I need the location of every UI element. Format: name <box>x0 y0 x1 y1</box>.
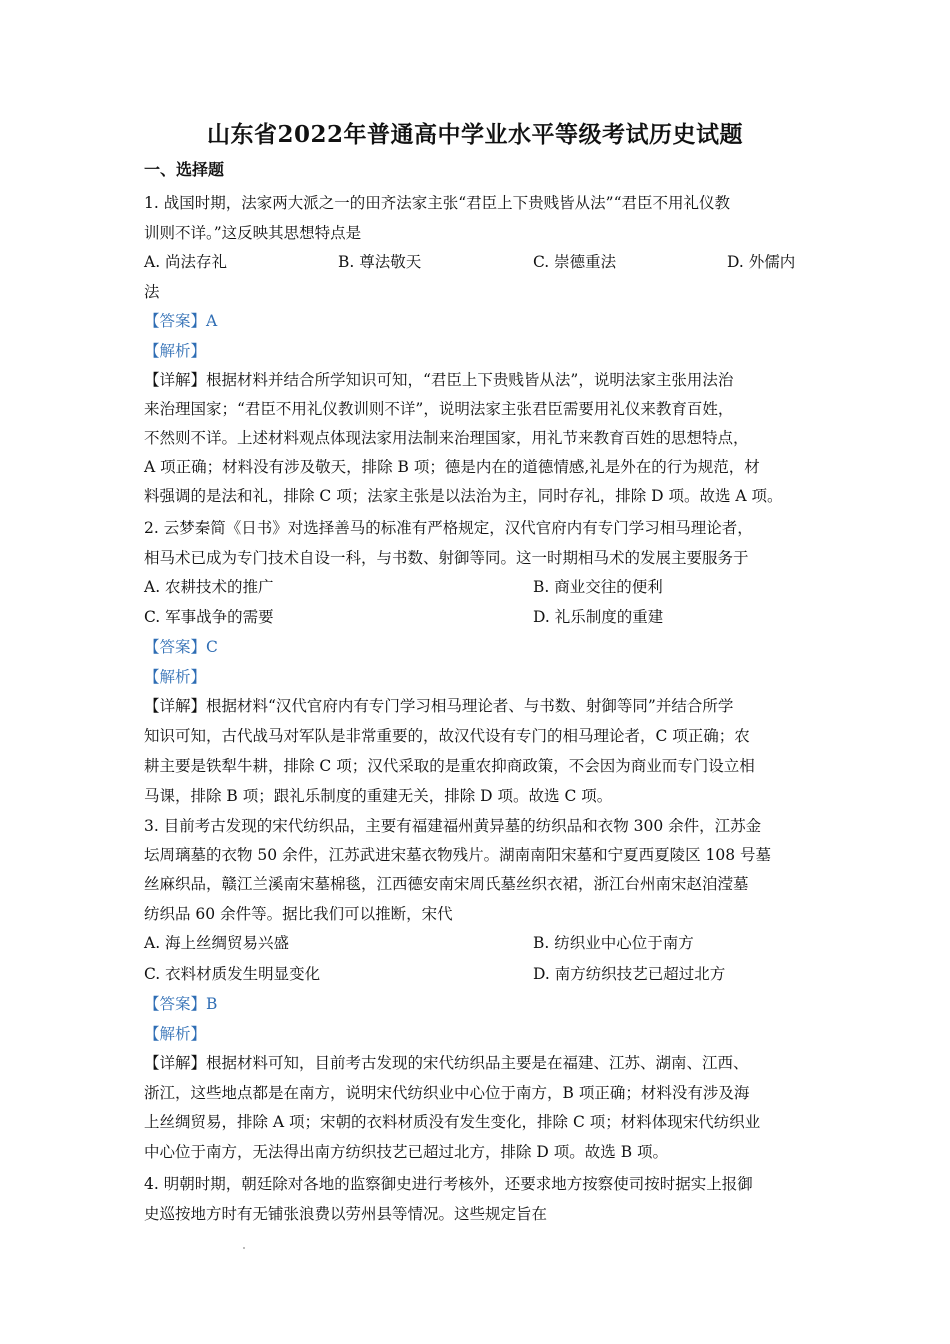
q3-detail-line-4: 中心位于南方，无法得出南方纺织技艺已超过北方，排除 D 项。故选 B 项。 <box>144 1143 669 1161</box>
q2-detail-line-2: 知识可知，古代战马对军队是非常重要的，故汉代设有专门的相马理论者，C 项正确；农 <box>144 727 750 745</box>
q1-detail-line-4: A 项正确；材料没有涉及敬天，排除 B 项；德是内在的道德情感,礼是外在的行为规范，材 <box>144 458 760 476</box>
q2-answer: 【答案】C <box>144 638 218 656</box>
section-heading: 一、选择题 <box>144 160 225 179</box>
question-3-line-4: 纺织品 60 余件等。据比我们可以推断，宋代 <box>144 905 453 923</box>
q3-option-d: D. 南方纺织技艺已超过北方 <box>533 965 726 983</box>
question-4-line-1: 4. 明朝时期，朝廷除对各地的监察御史进行考核外，还要求地方按察使司按时据实上报御 <box>144 1175 753 1193</box>
question-3-line-3: 丝麻织品，赣江兰溪南宋墓棉毯，江西德安南宋周氏墓丝织衣裙，浙江台州南宋赵洎滢墓 <box>144 875 749 893</box>
q1-answer: 【答案】A <box>144 312 218 330</box>
question-3-line-2: 坛周璃墓的衣物 50 余件，江苏武进宋墓衣物残片。湖南南阳宋墓和宁夏西夏陵区 108 号墓 <box>144 846 772 864</box>
q1-detail-line-1: 【详解】根据材料并结合所学知识可知，“君臣上下贵贱皆从法”，说明法家主张用法治 <box>144 371 734 389</box>
q1-detail-line-2: 来治理国家；“君臣不用礼仪教训则不详”，说明法家主张君臣需要用礼仪来教育百姓， <box>144 400 734 418</box>
q2-detail-line-4: 马课，排除 B 项；跟礼乐制度的重建无关，排除 D 项。故选 C 项。 <box>144 787 613 805</box>
q2-analysis-label: 【解析】 <box>144 668 207 686</box>
q2-option-c: C. 军事战争的需要 <box>144 608 274 626</box>
q3-option-b: B. 纺织业中心位于南方 <box>533 934 694 952</box>
q2-detail-line-1: 【详解】根据材料“汉代官府内有专门学习相马理论者、与书数、射御等同”并结合所学 <box>144 697 734 715</box>
question-3-line-1: 3. 目前考古发现的宋代纺织品，主要有福建福州黄异墓的纺织品和衣物 300 余件，江苏金 <box>144 817 762 835</box>
q2-option-a: A. 农耕技术的推广 <box>144 578 274 596</box>
question-1-line-1: 1. 战国时期，法家两大派之一的田齐法家主张“君臣上下贵贱皆从法”“君臣不用礼仪教 <box>144 194 730 212</box>
q3-option-c: C. 衣料材质发生明显变化 <box>144 965 321 983</box>
q3-option-a: A. 海上丝绸贸易兴盛 <box>144 934 290 952</box>
q1-option-c: C. 崇德重法 <box>533 253 617 271</box>
question-1-line-2: 训则不详。”这反映其思想特点是 <box>144 224 362 242</box>
q1-option-d-wrap: 法 <box>144 283 160 301</box>
q1-detail-line-3: 不然则不详。上述材料观点体现法家用法制来治理国家，用礼节来教育百姓的思想特点， <box>144 429 749 447</box>
q3-detail-line-2: 浙江，这些地点都是在南方，说明宋代纺织业中心位于南方，B 项正确；材料没有涉及海 <box>144 1084 750 1102</box>
q1-detail-line-5: 料强调的是法和礼，排除 C 项；法家主张是以法治为主，同时存礼，排除 D 项。故选 A 项。 <box>144 487 783 505</box>
question-2-line-1: 2. 云梦秦简《日书》对选择善马的标准有严格规定，汉代官府内有专门学习相马理论者， <box>144 519 753 537</box>
q1-option-a: A. 尚法存礼 <box>144 253 228 271</box>
q3-analysis-label: 【解析】 <box>144 1025 207 1043</box>
q1-option-b: B. 尊法敬天 <box>338 253 422 271</box>
q1-option-d: D. 外儒内 <box>727 253 796 271</box>
q1-analysis-label: 【解析】 <box>144 342 207 360</box>
question-4-line-2: 史巡按地方时有无铺张浪费以劳州县等情况。这些规定旨在 <box>144 1205 548 1223</box>
scan-speck <box>243 1247 245 1249</box>
question-2-line-2: 相马术已成为专门技术自设一科，与书数、射御等同。这一时期相马术的发展主要服务于 <box>144 549 749 567</box>
q3-detail-line-3: 上丝绸贸易，排除 A 项；宋朝的衣料材质没有发生变化，排除 C 项；材料体现宋代纺织业 <box>144 1113 761 1131</box>
q2-option-d: D. 礼乐制度的重建 <box>533 608 664 626</box>
q3-answer: 【答案】B <box>144 995 218 1013</box>
page-title: 山东省2022年普通高中学业水平等级考试历史试题 <box>206 121 743 148</box>
q2-option-b: B. 商业交往的便利 <box>533 578 663 596</box>
q2-detail-line-3: 耕主要是铁犁牛耕，排除 C 项；汉代采取的是重农抑商政策，不会因为商业而专门设立相 <box>144 757 755 775</box>
q3-detail-line-1: 【详解】根据材料可知，目前考古发现的宋代纺织品主要是在福建、江苏、湖南、江西、 <box>144 1054 749 1072</box>
